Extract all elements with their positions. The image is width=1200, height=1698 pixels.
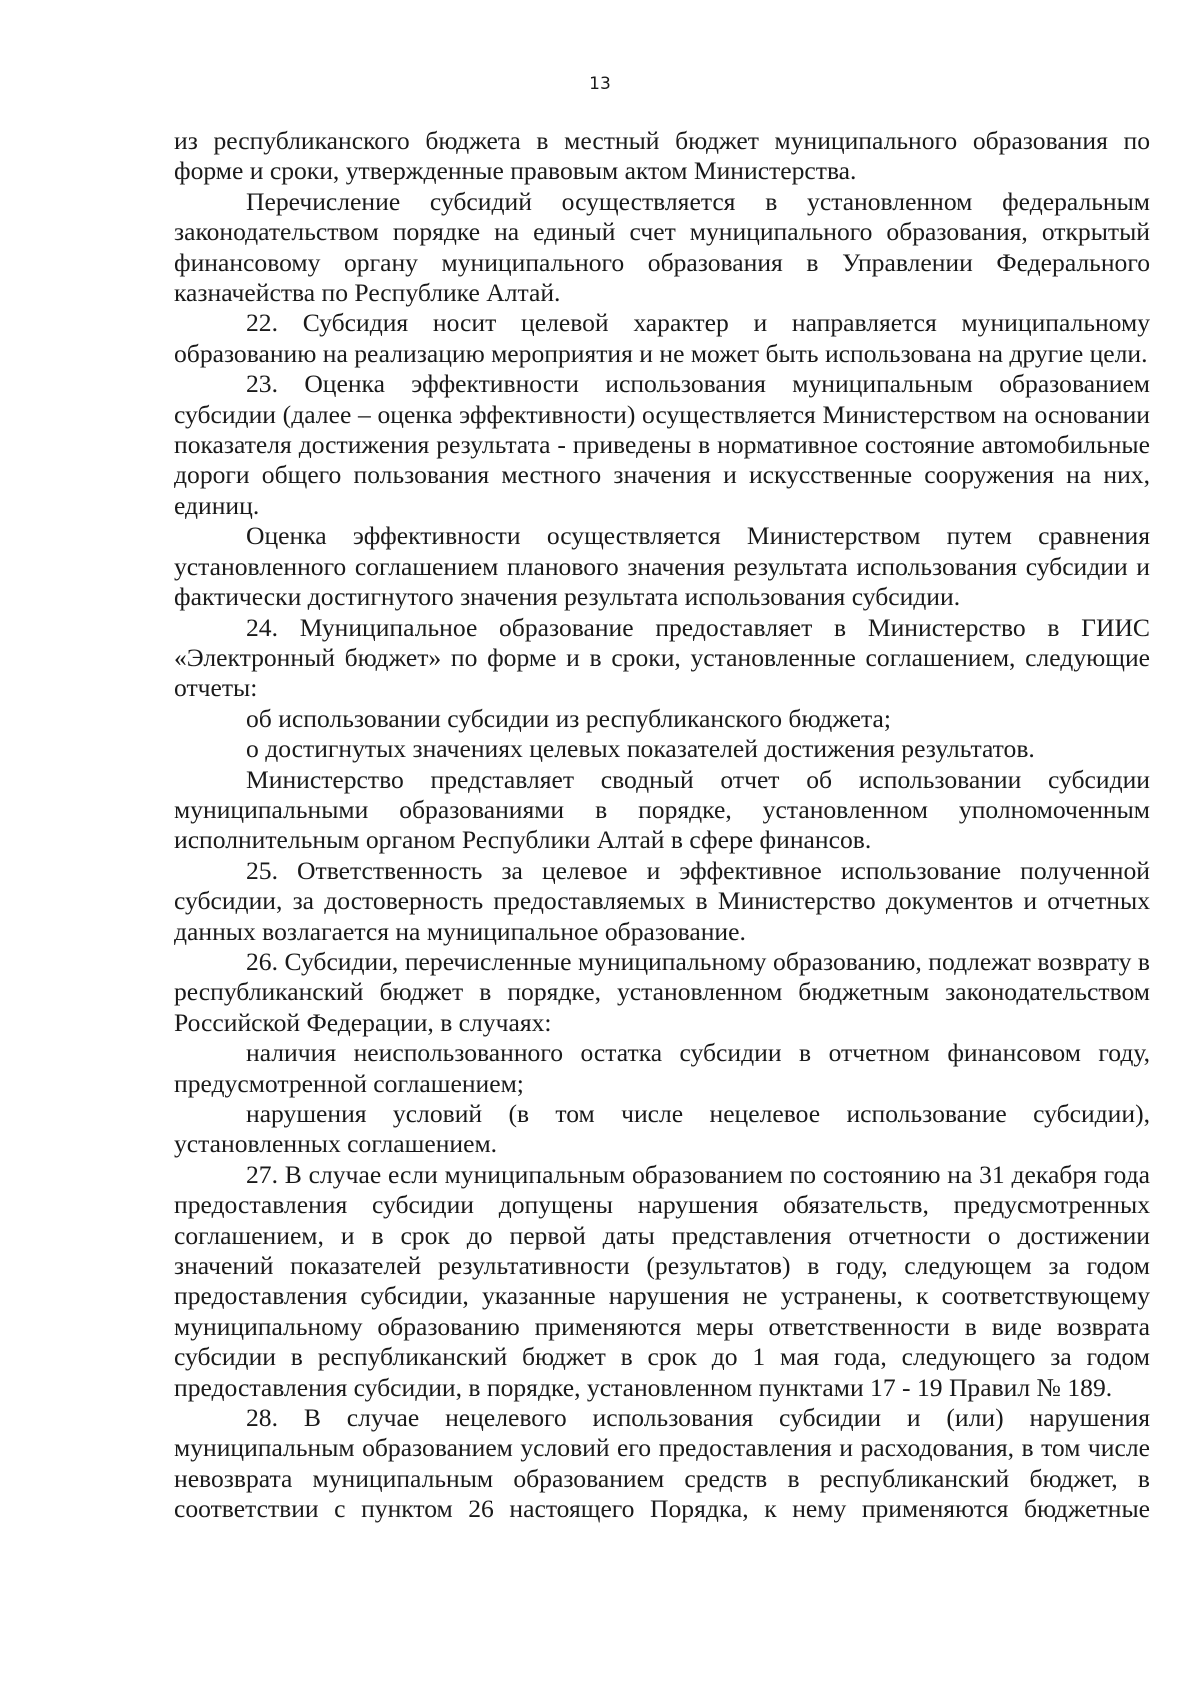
list-item-violation: нарушения условий (в том числе нецелевое использование субсидии), установленных соглашением. [174,1099,1150,1159]
list-item-report-indicators: о достигнутых значениях целевых показателей достижения результатов. [246,734,1035,764]
paragraph-efficiency-assessment: Оценка эффективности осуществляется Министерством путем сравнения установленного соглашением планового значения результата использования субсидии и фактически достигнутого значения результата использования субсидии. [174,521,1150,612]
paragraph-summary-report: Министерство представляет сводный отчет об использовании субсидии муниципальными образованиями в порядке, установленном уполномоченным исполнительным органом Республики Алтай в сфере финансов. [174,764,1150,855]
list-item-unused-balance: наличия неиспользованного остатка субсидии в отчетном финансовом году, предусмотренной соглашением; [174,1038,1150,1098]
document-body [174,126,1150,1525]
paragraph-clause-27: 27. В случае если муниципальным образованием по состоянию на 31 декабря года предоставления субсидии допущены нарушения обязательств, предусмотренных соглашением, и в срок до первой даты представления отчетности о достижении значений показателей результативности (результатов) в году, следующем за годом предоставления субсидии, указанные нарушения не устранены, к соответствующему муниципальному образованию применяются меры ответственности в виде возврата субсидии в республиканский бюджет в срок до 1 мая года, следующего за годом предоставления субсидии, в порядке, установленном пунктами 17 - 19 Правил № 189. [174,1159,1150,1402]
page-number: 13 [589,74,611,94]
paragraph-clause-28: 28. В случае нецелевого использования субсидии и (или) нарушения муниципальным образованием условий его предоставления и расходования, в том числе невозврата муниципальным образованием средств в республиканский бюджет, в соответствии с пунктом 26 настоящего Порядка, к нему применяются бюджетные [174,1403,1150,1524]
paragraph-clause-26: 26. Субсидии, перечисленные муниципальному образованию, подлежат возврату в республиканский бюджет в порядке, установленном бюджетным законодательством Российской Федерации, в случаях: [174,946,1150,1037]
list-item-report-usage: об использовании субсидии из республиканского бюджета; [246,703,891,733]
paragraph-clause-25: 25. Ответственность за целевое и эффективное использование полученной субсидии, за достоверность предоставляемых в Министерство документов и отчетных данных возлагается на муниципальное образование. [174,855,1150,946]
paragraph-transfer: Перечисление субсидий осуществляется в установленном федеральным законодательством порядке на единый счет муниципального образования, открытый финансовому органу муниципального образования в Управлении Федерального казначейства по Республике Алтай. [174,186,1150,308]
paragraph-continuation: из республиканского бюджета в местный бюджет муниципального образования по форме и сроки, утвержденные правовым актом Министерства. [174,126,1150,186]
paragraph-clause-22: 22. Субсидия носит целевой характер и направляется муниципальному образованию на реализацию мероприятия и не может быть использована на другие цели. [174,308,1150,368]
paragraph-clause-24: 24. Муниципальное образование предоставляет в Министерство в ГИИС «Электронный бюджет» по форме и в сроки, установленные соглашением, следующие отчеты: [174,612,1150,703]
paragraph-clause-23: 23. Оценка эффективности использования муниципальным образованием субсидии (далее – оценка эффективности) осуществляется Министерством на основании показателя достижения результата - приведены в нормативное состояние автомобильные дороги общего пользования местного значения и искусственные сооружения на них, единиц. [174,369,1150,520]
